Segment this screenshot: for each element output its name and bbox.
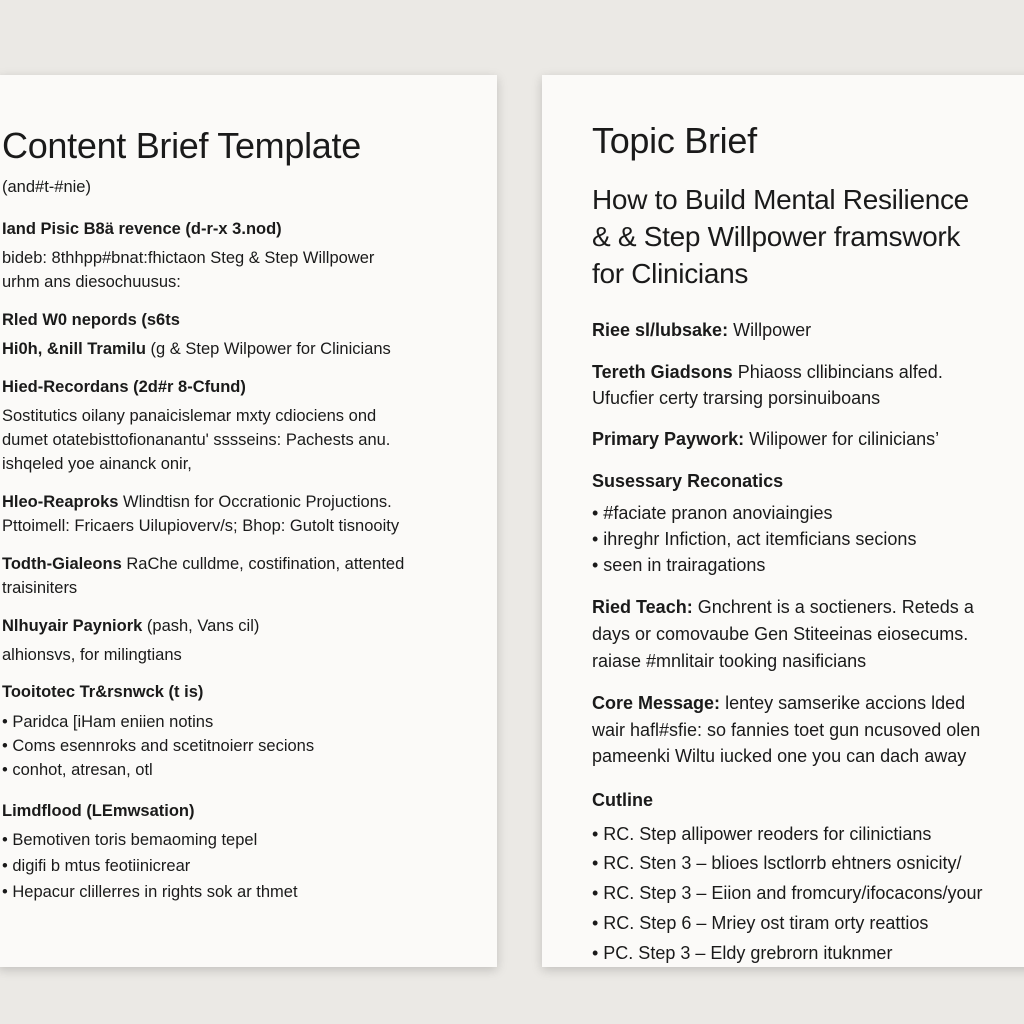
subtitle-line: & & Step Willpower framswork (592, 221, 961, 252)
topic-brief-page (542, 75, 1024, 967)
section-line: Iand Pisic B8ä revence (d-r-x 3.nod) (2, 220, 282, 238)
list-item: • ihreghr Infiction, act itemficians secions (592, 529, 917, 549)
section-line: Ufucfier certy trarsing porsinuiboans (592, 388, 881, 408)
section-line: wair hafl#sfie: so fannies toet gun ncusoved olen (592, 720, 981, 740)
section-line: Hi0h, &nill Tramilu (g & Step Wilpower for Clinicians (2, 340, 391, 358)
section-line: days or comovaube Gen Stiteeinas eiosecums. (592, 624, 969, 644)
section-line: Ried Teach: Gnchrent is a soctieners. Reteds a (592, 597, 974, 617)
page-title: Content Brief Template (2, 125, 361, 166)
list-item: • Coms esennroks and scetitnoierr secions (2, 737, 315, 755)
section-line: ishqeled yoe ainanck onir, (2, 455, 192, 473)
list-item: • PC. Step 3 – Eldy grebrorn ituknmer (592, 943, 893, 963)
list-item: • Bemotiven toris bemaoming tepel (2, 831, 258, 849)
section-line: Tereth Giadsons Phiaoss cllibincians alfed. (592, 362, 943, 382)
content-brief-template-page (0, 75, 497, 967)
list-item: • RC. Sten 3 – blioes lsctlorrb ehtners osnicity/ (592, 853, 962, 873)
section-line: traisiniters (2, 579, 78, 597)
list-item: • RC. Step 6 – Mriey ost tiram orty reattios (592, 913, 929, 933)
section-heading: Susessary Reconatics (592, 471, 784, 491)
section-line: raiase #mnlitair tooking nasificians (592, 651, 867, 671)
section-heading: Cutline (592, 790, 653, 810)
section-line: urhm ans diesochuusus: (2, 273, 181, 291)
list-item: • Paridca [iHam eniien notins (2, 713, 214, 731)
section-line: Hied-Recordans (2d#r 8-Cfund) (2, 378, 246, 396)
section-line: Limdflood (LEmwsation) (2, 802, 195, 820)
section-line: Todth-Gialeons RaChe culldme, costifination, attented (2, 555, 405, 573)
section-line: Sostitutics oilany panaicislemar mxty cdiociens ond (2, 407, 377, 425)
section-line: bideb: 8thhpp#bnat:fhictaon Steg & Step Willpower (2, 249, 375, 267)
subtitle-line: How to Build Mental Resilience (592, 184, 969, 215)
section-line: Hleo-Reaproks Wlindtisn for Occrationic Projuctions. (2, 493, 392, 511)
section-line: Riee sl/lubsake: Willpower (592, 320, 812, 340)
section-line: Primary Paywork: Wilipower for cilinicians’ (592, 429, 940, 449)
list-item: • seen in trairagations (592, 555, 766, 575)
list-item: • conhot, atresan, otl (2, 761, 153, 779)
section-line: dumet otatebisttofionanantu' sssseins: Pachests anu. (2, 431, 391, 449)
subtitle: (and#t-#nie) (2, 178, 91, 196)
subtitle-line: for Clinicians (592, 258, 749, 289)
list-item: • Hepacur clillerres in rights sok ar thmet (2, 883, 298, 901)
section-line: pameenki Wiltu iucked one you can dach away (592, 746, 967, 766)
list-item: • digifi b mtus feotiinicrear (2, 857, 191, 875)
section-line: Pttoimell: Fricaers Uilupioverv/s; Bhop: Gutolt tisnooity (2, 517, 400, 535)
section-line: Rled W0 nepords (s6ts (2, 311, 180, 329)
list-item: • RC. Step allipower reoders for cilinictians (592, 824, 932, 844)
section-line: alhionsvs, for milingtians (2, 646, 182, 664)
list-item: • #faciate pranon anoviaingies (592, 503, 833, 523)
section-line: Core Message: lentey samserike accions lded (592, 693, 966, 713)
section-line: Tooitotec Tr&rsnwck (t is) (2, 683, 204, 701)
section-line: Nlhuyair Payniork (pash, Vans cil) (2, 617, 260, 635)
page-title: Topic Brief (592, 120, 757, 161)
list-item: • RC. Step 3 – Eiion and fromcury/ifocacons/your (592, 883, 983, 903)
